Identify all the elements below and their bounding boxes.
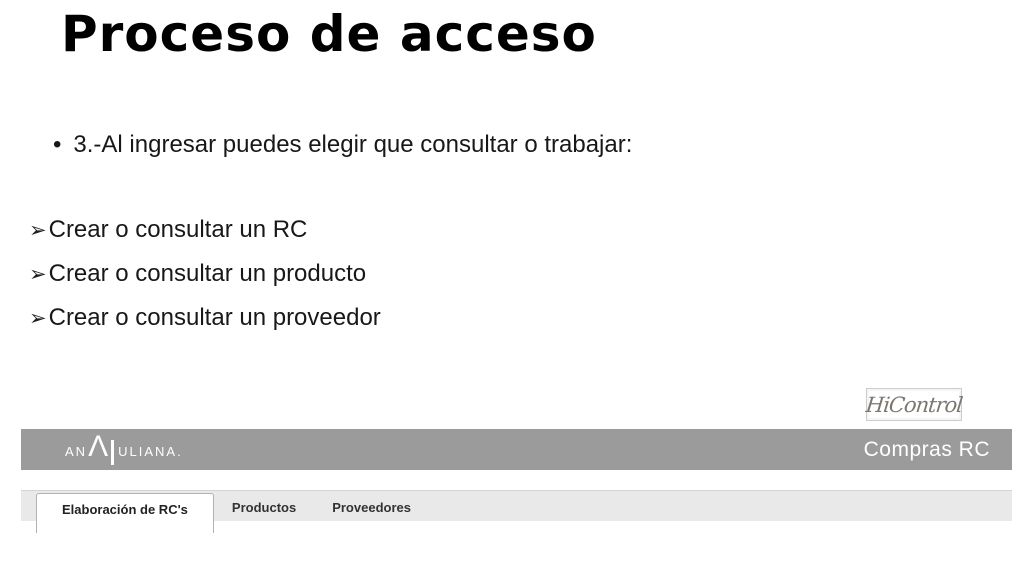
app-title: Compras RC xyxy=(863,437,990,461)
bullet-marker: • xyxy=(53,131,62,158)
arrowhead-icon: ➢ xyxy=(29,219,47,242)
arrow-item-text: Crear o consultar un producto xyxy=(48,260,367,287)
tab-bar xyxy=(21,490,1012,521)
ana-juliana-logo xyxy=(65,430,183,463)
bullet-text: 3.-Al ingresar puedes elegir que consultar o trabajar: xyxy=(73,131,633,158)
hicontrol-logo-text: HiControl xyxy=(864,392,964,417)
arrow-bullet-list xyxy=(29,216,381,348)
logo-text-uliana: ULIANA. xyxy=(118,444,183,459)
logo-j-bar-icon xyxy=(111,440,114,465)
tab-elaboracion-de-rcs[interactable]: Elaboración de RC's xyxy=(36,493,214,533)
app-header-bar xyxy=(21,429,1012,470)
hicontrol-logo xyxy=(866,388,962,421)
logo-caret-a-glyph: Λ xyxy=(88,430,109,463)
arrowhead-icon: ➢ xyxy=(29,307,47,330)
list-item xyxy=(29,216,381,244)
tab-productos[interactable]: Productos xyxy=(231,500,297,515)
arrow-item-text: Crear o consultar un proveedor xyxy=(48,304,381,331)
page-title: Proceso de acceso xyxy=(61,5,597,63)
arrow-item-text: Crear o consultar un RC xyxy=(48,216,308,243)
logo-text-an: AN xyxy=(65,444,88,459)
list-item xyxy=(29,304,381,332)
arrowhead-icon: ➢ xyxy=(29,263,47,286)
list-item xyxy=(29,260,381,288)
tab-proveedores[interactable]: Proveedores xyxy=(332,500,411,515)
bullet-line xyxy=(53,129,632,161)
